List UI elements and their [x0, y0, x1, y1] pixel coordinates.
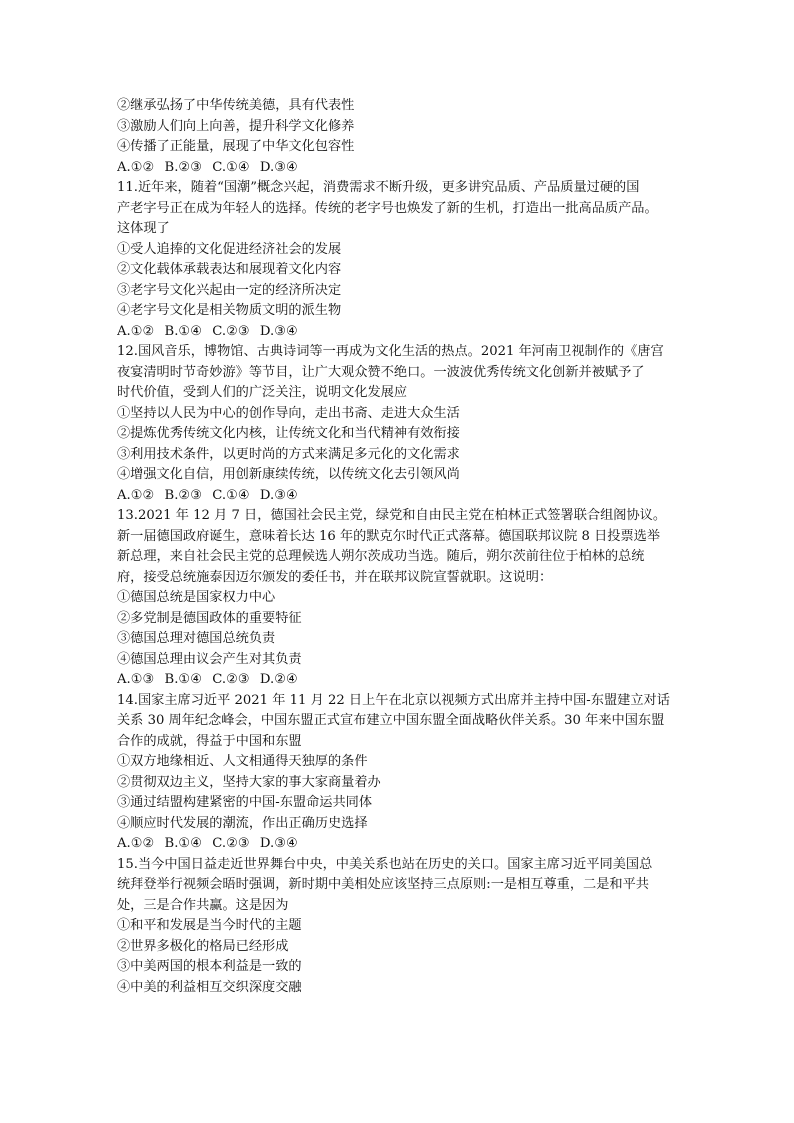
option-line: ①受人追捧的文化促进经济社会的发展 — [117, 241, 342, 257]
stem-line: 关系 30 周年纪念峰会，中国东盟正式宣布建立中国东盟全面战略伙伴关系。30 年来中国东盟 — [117, 713, 665, 728]
option-line: ①德国总统是国家权力中心 — [117, 590, 276, 605]
stem-line: 时代价值，受到人们的广泛关注，说明文化发展应 — [117, 385, 408, 400]
stem-line: 这体现了 — [117, 221, 170, 236]
stem-line: 新一届德国政府诞生，意味着长达 16 年的默克尔时代正式落幕。德国联邦议院 8 日投票选举 — [117, 528, 661, 544]
question-stem — [117, 342, 684, 404]
question-stem — [117, 506, 684, 588]
stem-line: 产老字号正在成为年轻人的选择。传统的老字号也焕发了新的生机，打造出一批高品质产品。 — [117, 200, 658, 216]
question-13 — [117, 506, 684, 691]
option-line: ②世界多极化的格局已经形成 — [117, 938, 289, 954]
option-line: ②贯彻双边主义，坚持大家的事大家商量着办 — [117, 774, 381, 790]
answer-choices: A.①② B.①④ C.②③ D.③④ — [117, 836, 298, 851]
option-line: ④传播了正能量，展现了中华文化包容性 — [117, 139, 355, 154]
option-line: ④老字号文化是相关物质文明的派生物 — [117, 303, 342, 318]
option-line: ②文化载体承载表达和展现着文化内容 — [117, 262, 342, 277]
option-line: ③老字号文化兴起由一定的经济所决定 — [117, 282, 342, 298]
answer-choices: A.①② B.②③ C.①④ D.③④ — [117, 159, 298, 175]
option-line: ①和平和发展是当今时代的主题 — [117, 918, 302, 933]
option-line: ③通过结盟构建紧密的中国-东盟命运共同体 — [117, 795, 373, 810]
option-line: ③中美两国的根本利益是一致的 — [117, 959, 302, 974]
question-15 — [117, 855, 684, 999]
stem-line: 府，接受总统施泰因迈尔颁发的委任书，并在联邦议院宣誓就职。这说明： — [117, 569, 553, 585]
answer-choices: A.①② B.②③ C.①④ D.③④ — [117, 487, 298, 503]
option-line: ①坚持以人民为中心的创作导向，走出书斋、走进大众生活 — [117, 405, 460, 421]
stem-line: 14.国家主席习近平 2021 年 11 月 22 日上午在北京以视频方式出席并主持中国-东盟建立对话 — [117, 692, 670, 708]
option-line: ③利用技术条件，以更时尚的方式来满足多元化的文化需求 — [117, 446, 460, 462]
stem-line: 处，三是合作共赢。这是因为 — [117, 897, 289, 913]
option-line: ④顺应时代发展的潮流，作出正确历史选择 — [117, 815, 368, 831]
answer-choices: A.①② B.①④ C.②③ D.③④ — [117, 323, 298, 339]
top-options-block — [117, 96, 684, 178]
stem-line: 11.近年来，随着“国潮”概念兴起，消费需求不断升级，更多讲究品质、产品质量过硬的国 — [117, 180, 640, 195]
stem-line: 12.国风音乐，博物馆、古典诗词等一再成为文化生活的热点。2021 年河南卫视制作的《唐宫 — [117, 344, 664, 359]
question-stem — [117, 178, 684, 240]
stem-line: 统拜登举行视频会晤时强调，新时期中美相处应该坚持三点原则:一是相互尊重，二是和平共 — [117, 877, 649, 892]
question-stem — [117, 855, 684, 917]
stem-line: 新总理，来自社会民主党的总理候选人朔尔茨成功当选。随后，朔尔茨前往位于柏林的总统 — [117, 549, 645, 564]
stem-line: 夜宴清明时节奇妙游》等节目，让广大观众赞不绝口。一波波优秀传统文化创新并被赋予了 — [117, 364, 645, 380]
question-12 — [117, 342, 684, 506]
option-line: ④中美的利益相互交织深度交融 — [117, 979, 302, 995]
question-stem — [117, 691, 684, 753]
answer-choices: A.①③ B.①④ C.②③ D.②④ — [117, 672, 298, 687]
stem-line: 合作的成就，得益于中国和东盟 — [117, 733, 302, 749]
option-line: ②继承弘扬了中华传统美德，具有代表性 — [117, 98, 355, 113]
option-line: ②提炼优秀传统文化内核，让传统文化和当代精神有效衔接 — [117, 426, 460, 441]
question-11 — [117, 178, 684, 342]
option-line: ②多党制是德国政体的重要特征 — [117, 610, 302, 626]
stem-line: 13.2021 年 12 月 7 日，德国社会民主党，绿党和自由民主党在柏林正式签署联合组阁协议。 — [117, 508, 667, 523]
option-line: ③激励人们向上向善，提升科学文化修养 — [117, 118, 355, 134]
option-line: ①双方地缘相近、人文相通得天独厚的条件 — [117, 754, 368, 769]
option-line: ③德国总理对德国总统负责 — [117, 631, 276, 646]
option-line: ④增强文化自信，用创新康续传统，以传统文化去引领风尚 — [117, 467, 460, 482]
stem-line: 15.当今中国日益走近世界舞台中央，中美关系也站在历史的关口。国家主席习近平同美国总 — [117, 856, 653, 872]
option-line: ④德国总理由议会产生对其负责 — [117, 651, 302, 667]
question-14 — [117, 691, 684, 855]
